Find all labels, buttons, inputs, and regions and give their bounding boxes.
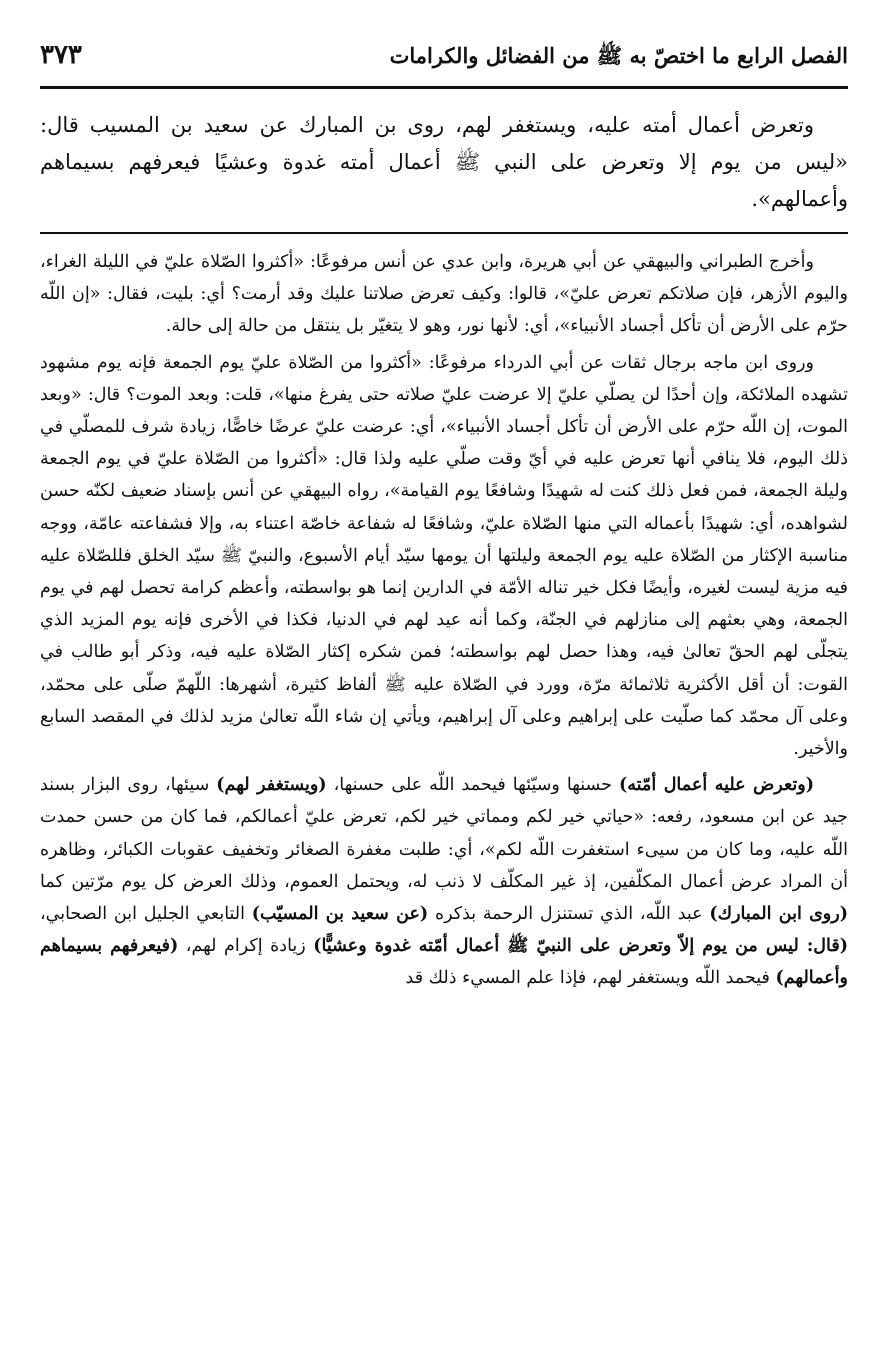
commentary-paragraph-1: وأخرج الطبراني والبيهقي عن أبي هريرة، وابن عدي عن أنس مرفوعًا: «أكثروا الصّلاة عليّ في الليلة الغراء، واليوم الأزهر، فإن صلاتكم تعرض عليّ»، قالوا: وكيف تعرض صلاتنا عليك وقد أرمت؟ أي: بليت، فقال: «إن اللّه حرّم على الأرض أن تأكل أجساد الأنبياء»، أي: لأنها نور، وهو لا يتغيّر بل ينتقل من حالة إلى حالة. xyxy=(40,252,848,337)
header-rule xyxy=(40,86,848,89)
commentary-text: زيادة إكرام لهم، xyxy=(178,936,314,957)
section-divider xyxy=(40,232,848,234)
quoted-text: (وتعرض عليه أعمال أمّته) xyxy=(619,775,814,796)
page-header xyxy=(40,40,848,82)
main-text-paragraph: وتعرض أعمال أمته عليه، ويستغفر لهم، روى بن المبارك عن سعيد بن المسيب قال: «ليس من يوم إلا وتعرض على النبي ﷺ أعمال أمته غدوة وعشيًا فيعرفهم بسيماهم وأعمالهم». xyxy=(40,113,848,211)
main-text-block xyxy=(40,107,848,218)
commentary-paragraph-2: وروى ابن ماجه برجال ثقات عن أبي الدرداء مرفوعًا: «أكثروا من الصّلاة عليّ يوم الجمعة فإنه يوم مشهود تشهده الملائكة، وإن أحدًا لن يصلّي عليّ إلا عرضت عليّ صلاته حتى يفرغ منها»، قلت: وبعد الموت؟ قال: «وبعد الموت، إن اللّه حرّم على الأرض أن تأكل أجساد الأنبياء»، أي: عرضت عليّ عرضًا خاصًّا، زيادة شرف للمصلّي في ذلك اليوم، فلا ينافي أنها تعرض عليه في أيّ وقت صلّي عليه ولذا قال: «أكثروا من الصّلاة عليّ في يوم الجمعة وليلة الجمعة، فمن فعل ذلك كنت له شهيدًا وشافعًا يوم القيامة»، رواه البيهقي عن أنس بإسناد ضعيف لكنّه حسن لشواهده، أي: شهيدًا بأعماله التي منها الصّلاة عليّ، وشافعًا له شفاعة خاصّة اعتناء به، وإلا فشفاعته عامّة، ووجه مناسبة الإكثار من الصّلاة عليه يوم الجمعة وليلتها أن يومها سيّد أيام الأسبوع، والنبيّ ﷺ سيّد الخلق فللصّلاة عليه فيه مزية ليست لغيره، وأيضًا فكل خير تناله الأمّة في الدارين إنما هو بواسطته، وأعظم كرامة تحصل لهم في يوم الجمعة، وهي بعثهم إلى منازلهم في الجنّة، وكما أنه عيد لهم في الدنيا، فكذا في الأخرى فإنه يوم المزيد الذي يتجلّى لهم الحقّ تعالىٰ فيه، وهذا حصل لهم بواسطته؛ فمن شكره إكثار الصّلاة عليه فيه، وذكر أبو طالب في القوت: أن أقل الأكثرية ثلاثمائة مرّة، وورد في الصّلاة عليه ﷺ ألفاظ كثيرة، أشهرها: اللّهمّ صلّى على محمّد، وعلى آل محمّد كما صلّيت على إبراهيم وعلى آل إبراهيم، ويأتي إن شاء اللّه تعالىٰ مزيد لذلك في المقصد السابع والأخير. xyxy=(40,352,848,760)
quoted-text: (روى ابن المبارك) xyxy=(709,904,848,925)
commentary-text: عبد اللّه، الذي تستنزل الرحمة بذكره xyxy=(428,904,710,925)
quoted-text: (قال: ليس من يوم إلاّ وتعرض على النبيّ ﷺ أعمال أمّته غدوة وعشيًّا) xyxy=(313,936,848,957)
quoted-text: (ويستغفر لهم) xyxy=(216,775,327,796)
commentary-paragraph-3 xyxy=(40,769,848,994)
page-number: ٣٧٣ xyxy=(40,40,82,70)
chapter-title: الفصل الرابع ما اختصّ به ﷺ من الفضائل والكرامات xyxy=(389,43,848,68)
quoted-text: (عن سعيد بن المسيّب) xyxy=(251,904,429,925)
commentary-block xyxy=(40,246,848,995)
quoted-text: (فيعرفهم بسيماهم وأعمالهم) xyxy=(40,936,848,989)
commentary-text: التابعي الجليل ابن الصحابي، xyxy=(40,904,252,925)
commentary-text: فيحمد اللّه ويستغفر لهم، فإذا علم المسيء ذلك قد xyxy=(405,968,776,989)
commentary-text: سيئها، روى البزار بسند جيد عن ابن مسعود، رفعه: «حياتي خير لكم ومماتي خير لكم، تعرض عليّ أعمالكم، فما كان من حسن حمدت اللّه عليه، وما كان من سيىء استغفرت اللّه لكم»، أي: طلبت مغفرة الصغائر وتخفيف عقوبات الكبائر، وظاهره أن المراد عرض أعمال المكلّفين، إذ غير المكلّف لا ذنب له، ويحتمل العموم، وذلك العرض كل يوم مرّتين كما xyxy=(40,775,848,892)
commentary-text: حسنها وسيّئها فيحمد اللّه على حسنها، xyxy=(326,775,619,796)
book-page xyxy=(40,40,848,999)
